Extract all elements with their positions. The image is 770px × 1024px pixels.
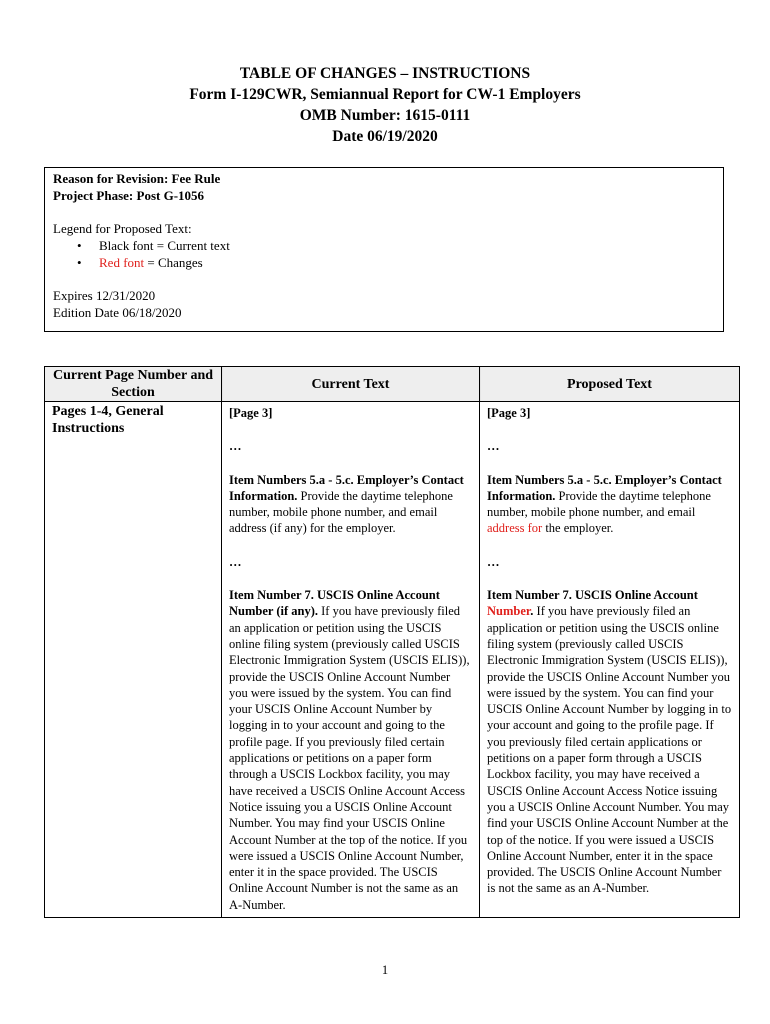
header-current-text: Current Text: [222, 367, 480, 402]
legend-black-item: • Black font = Current text: [71, 237, 715, 254]
current-item-5: [229, 472, 472, 537]
header-proposed-text: Proposed Text: [480, 367, 740, 402]
proposed-item5-change: address for: [487, 521, 543, 536]
table-row: [45, 402, 740, 918]
proposed-item5-heading: Item Numbers 5.a - 5.c. Employer’s Contact Information.: [487, 472, 722, 503]
edition-date: Edition Date 06/18/2020: [53, 305, 182, 320]
proposed-item7-heading-end: .: [530, 604, 534, 619]
proposed-item-7: [487, 587, 732, 897]
current-ellipsis-1: …: [229, 439, 242, 454]
proposed-item5-body-b: the employer.: [542, 521, 614, 536]
legend-red-item: [71, 254, 715, 271]
title-line-2: Form I-129CWR, Semiannual Report for CW-1 Employers: [189, 86, 581, 103]
proposed-ellipsis-2: …: [487, 554, 500, 569]
current-item5-body: Provide the daytime telephone number, mobile phone number, and email address (if any) for the employer.: [229, 488, 453, 536]
current-item-7: [229, 587, 472, 913]
title-line-4: Date 06/19/2020: [332, 128, 438, 145]
page-number: 1: [381, 963, 389, 977]
revision-reason: Reason for Revision: Fee Rule: [53, 171, 221, 186]
current-text-cell: [222, 402, 480, 918]
proposed-text-cell: [480, 402, 740, 918]
legend-title: Legend for Proposed Text:: [53, 221, 192, 236]
title-line-3: OMB Number: 1615-0111: [299, 107, 471, 124]
revision-info-box: [44, 167, 724, 332]
proposed-item7-body: If you have previously filed an application or petition using the USCIS online filing system (previously called USCIS Electronic Immigration System (USCIS ELIS)), provide the USCIS Online Account Number you were issued by the system. You can find your USCIS Online Account Number by logging in to your account and going to the profile page. If you previously filed certain applications or petitions on a paper form through a USCIS Lockbox facility, you may have received a USCIS Online Account Access Notice issuing you a USCIS Online Account Number. You may find your USCIS Online Account Number at the top of the notice. If you were issued a USCIS Online Account Number, enter it in the space provided. The USCIS Online Account Number is not the same as an A-Number.: [487, 604, 732, 896]
table-header-row: [45, 367, 740, 402]
proposed-page-ref: [Page 3]: [487, 406, 531, 420]
proposed-item7-change: Number: [487, 604, 531, 619]
header-current-page: Current Page Number and Section: [45, 367, 222, 402]
expires-date: Expires 12/31/2020: [53, 288, 156, 303]
current-page-ref: [Page 3]: [229, 406, 273, 420]
current-item5-heading: Item Numbers 5.a - 5.c. Employer’s Contact Information.: [229, 472, 464, 503]
changes-table: [44, 366, 740, 918]
project-phase: Project Phase: Post G-1056: [53, 188, 205, 203]
legend-red-rest: = Changes: [144, 255, 203, 270]
proposed-ellipsis-1: …: [487, 439, 500, 454]
current-item7-heading: Item Number 7. USCIS Online Account Number (if any).: [229, 588, 440, 619]
proposed-item5-body-a: Provide the daytime telephone number, mobile phone number, and email: [487, 488, 711, 520]
section-cell: [45, 402, 222, 918]
legend-red-word: Red font: [99, 255, 145, 270]
proposed-item7-heading: Item Number 7. USCIS Online Account: [487, 588, 698, 603]
title-line-1: TABLE OF CHANGES – INSTRUCTIONS: [239, 65, 531, 82]
section-label: Pages 1-4, General Instructions: [52, 404, 164, 436]
current-item7-body: If you have previously filed an application or petition using the USCIS online filing system (previously called USCIS Electronic Immigration System (USCIS ELIS)), provide the USCIS Online Account Number you were issued by the system. You can find your USCIS Online Account Number by logging in to your account and going to the profile page. If you previously filed certain applications or petitions on a paper form through a USCIS Lockbox facility, you may have received a USCIS Online Account Access Notice issuing you a USCIS Online Account Number. You may find your USCIS Online Account Number at the top of the notice. If you were issued a USCIS Online Account Number, enter it in the space provided. The USCIS Online Account Number is not the same as an A-Number.: [229, 604, 470, 912]
document-title: [0, 63, 770, 147]
current-ellipsis-2: …: [229, 554, 242, 569]
proposed-item-5: [487, 472, 732, 537]
legend-list: [53, 237, 715, 271]
